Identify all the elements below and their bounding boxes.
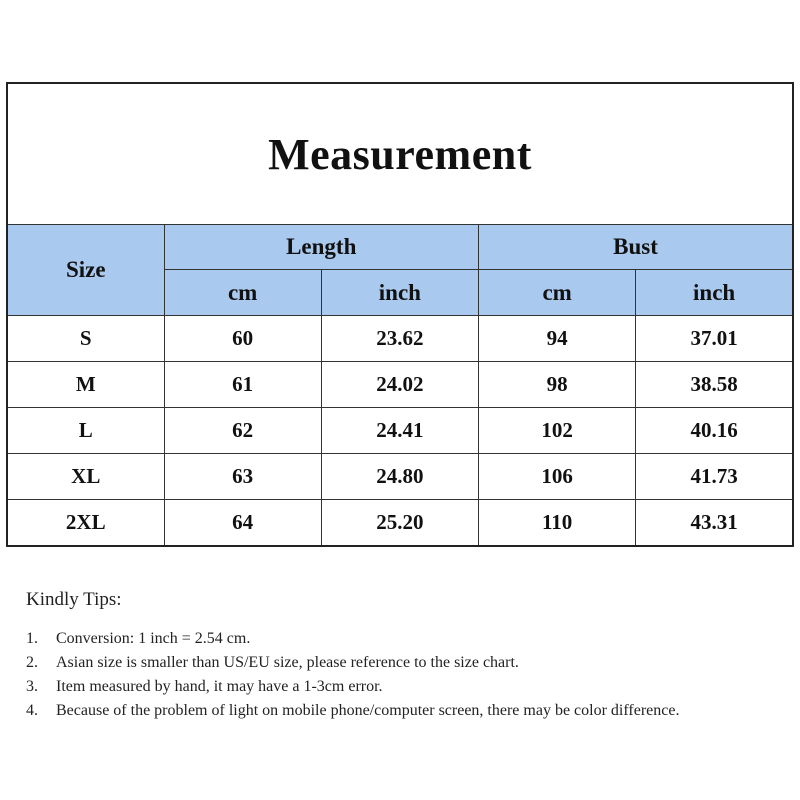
- kindly-tips: [26, 589, 776, 723]
- list-item: [26, 699, 776, 723]
- tips-list: [26, 627, 776, 723]
- bust-inch-cell: 41.73: [636, 454, 793, 500]
- length-group-header: Length: [164, 225, 479, 270]
- tip-number: 1.: [26, 630, 38, 647]
- bust-inch-cell: 43.31: [636, 500, 793, 547]
- length-cm-cell: 64: [164, 500, 321, 547]
- length-cm-cell: 62: [164, 408, 321, 454]
- table-row: [7, 316, 793, 362]
- size-cell: XL: [7, 454, 164, 500]
- length-inch-cell: 24.02: [321, 362, 478, 408]
- tip-text: Item measured by hand, it may have a 1-3cm error.: [56, 678, 383, 695]
- length-inch-cell: 24.80: [321, 454, 478, 500]
- tip-number: 4.: [26, 702, 38, 719]
- size-cell: 2XL: [7, 500, 164, 547]
- bust-cm-header: cm: [479, 270, 636, 316]
- bust-cm-cell: 106: [479, 454, 636, 500]
- size-cell: S: [7, 316, 164, 362]
- size-cell: M: [7, 362, 164, 408]
- bust-inch-header: inch: [636, 270, 793, 316]
- length-cm-cell: 61: [164, 362, 321, 408]
- size-column-header: Size: [7, 225, 164, 316]
- list-item: [26, 651, 776, 675]
- length-inch-cell: 25.20: [321, 500, 478, 547]
- length-cm-header: cm: [164, 270, 321, 316]
- tip-text: Conversion: 1 inch = 2.54 cm.: [56, 630, 251, 647]
- table-row: [7, 454, 793, 500]
- tips-title: Kindly Tips:: [26, 589, 122, 610]
- tip-text: Because of the problem of light on mobile phone/computer screen, there may be color difference.: [56, 702, 680, 719]
- table-row: [7, 500, 793, 547]
- table-row: [7, 362, 793, 408]
- title-row: [7, 83, 793, 225]
- bust-inch-cell: 37.01: [636, 316, 793, 362]
- bust-group-header: Bust: [479, 225, 794, 270]
- tip-number: 2.: [26, 654, 38, 671]
- bust-cm-cell: 98: [479, 362, 636, 408]
- tip-text: Asian size is smaller than US/EU size, please reference to the size chart.: [56, 654, 519, 671]
- table-row: [7, 408, 793, 454]
- list-item: [26, 675, 776, 699]
- length-inch-cell: 23.62: [321, 316, 478, 362]
- list-item: [26, 627, 776, 651]
- bust-cm-cell: 110: [479, 500, 636, 547]
- length-inch-header: inch: [321, 270, 478, 316]
- length-cm-cell: 63: [164, 454, 321, 500]
- size-cell: L: [7, 408, 164, 454]
- bust-inch-cell: 40.16: [636, 408, 793, 454]
- tip-number: 3.: [26, 678, 38, 695]
- bust-cm-cell: 94: [479, 316, 636, 362]
- bust-inch-cell: 38.58: [636, 362, 793, 408]
- chart-title: Measurement: [7, 83, 793, 225]
- length-inch-cell: 24.41: [321, 408, 478, 454]
- size-chart-table: [6, 82, 794, 547]
- bust-cm-cell: 102: [479, 408, 636, 454]
- header-row-groups: [7, 225, 793, 270]
- length-cm-cell: 60: [164, 316, 321, 362]
